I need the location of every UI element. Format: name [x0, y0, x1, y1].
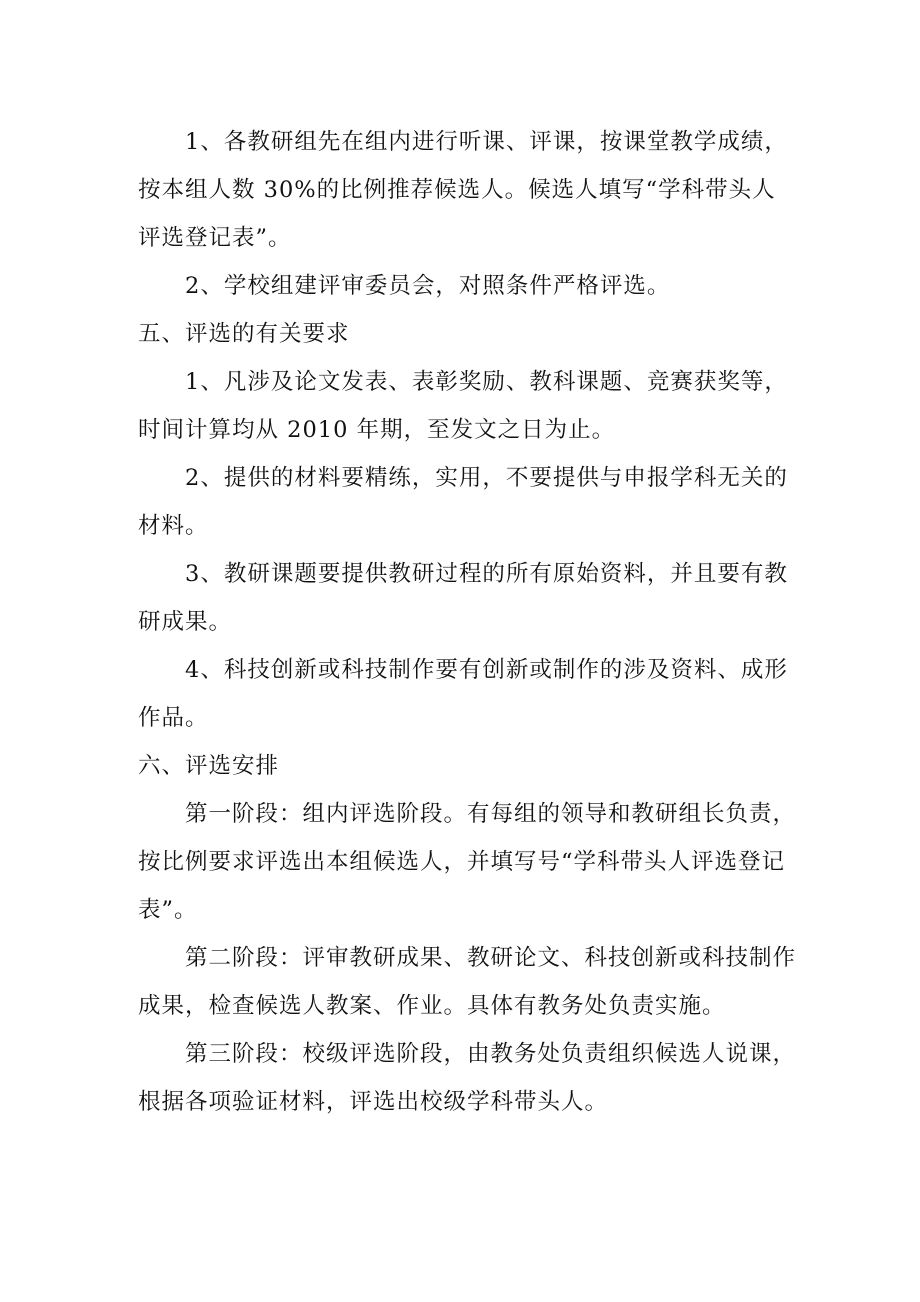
text-line: 按本组人数 30%的比例推荐候选人。候选人填写“学科带头人	[138, 177, 776, 203]
text-line: 第一阶段：组内评选阶段。有每组的领导和教研组长负责，	[185, 801, 797, 827]
section-heading: 五、评选的有关要求	[138, 321, 350, 347]
text-line: 研成果。	[138, 609, 233, 635]
text-line: 第二阶段：评审教研成果、教研论文、科技创新或科技制作	[185, 945, 797, 971]
text-line: 2、学校组建评审委员会，对照条件严格评选。	[185, 273, 671, 299]
text-line: 3、教研课题要提供教研过程的所有原始资料，并且要有教	[185, 561, 788, 587]
text-line: 作品。	[138, 705, 209, 731]
text-line: 按比例要求评选出本组候选人，并填写号“学科带头人评选登记	[138, 849, 786, 875]
text-line: 材料。	[138, 513, 209, 539]
text-line: 2、提供的材料要精练，实用，不要提供与申报学科无关的	[185, 465, 788, 491]
text-line: 评选登记表”。	[138, 225, 292, 251]
text-line: 1、凡涉及论文发表、表彰奖励、教科课题、竞赛获奖等，	[185, 369, 788, 395]
text-line: 1、各教研组先在组内进行听课、评课，按课堂教学成绩，	[185, 129, 788, 155]
section-heading: 六、评选安排	[138, 753, 280, 779]
text-line: 表”。	[138, 897, 198, 923]
text-line: 时间计算均从 2010 年期，至发文之日为止。	[138, 417, 616, 443]
text-line: 第三阶段：校级评选阶段，由教务处负责组织候选人说课，	[185, 1041, 797, 1067]
text-line: 根据各项验证材料，评选出校级学科带头人。	[138, 1089, 609, 1115]
text-line: 成果，检查候选人教案、作业。具体有教务处负责实施。	[138, 993, 726, 1019]
text-line: 4、科技创新或科技制作要有创新或制作的涉及资料、成形	[185, 657, 788, 683]
